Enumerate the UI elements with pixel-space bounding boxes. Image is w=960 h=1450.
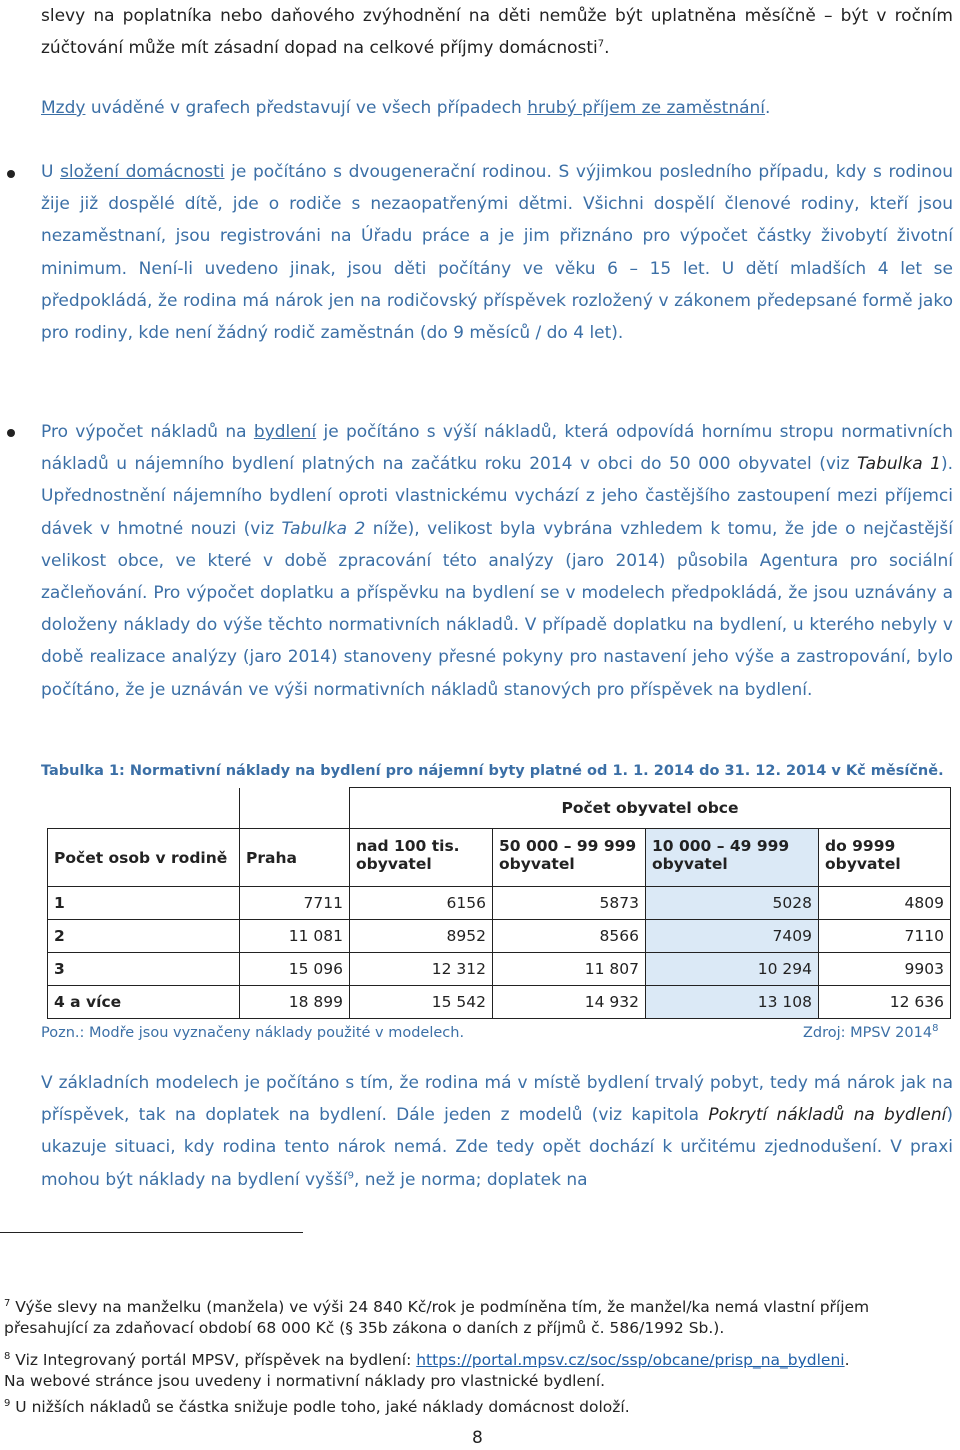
footnote-divider xyxy=(0,1232,303,1233)
row-header: Počet osob v rodině xyxy=(48,829,240,887)
group-header: Počet obyvatel obce xyxy=(350,788,951,829)
table-cell: 7711 xyxy=(240,887,350,920)
footnote-ref-7[interactable]: 7 xyxy=(597,38,605,50)
table-note: Pozn.: Modře jsou vyznačeny náklady použité v modelech. xyxy=(41,1025,465,1041)
paragraph-intro-text: slevy na poplatníka nebo daňového zvýhodnění na děti nemůže být uplatněna měsíčně – být v ročním zúčtování může mít zásadní dopad na celkové příjmy domácnosti xyxy=(41,6,953,59)
row-label: 1 xyxy=(48,887,240,920)
table-row xyxy=(48,953,951,986)
table-cell: 15 542 xyxy=(350,986,493,1019)
table-row xyxy=(48,920,951,953)
paragraph-intro-end: . xyxy=(604,38,610,59)
footnote-9 xyxy=(4,1397,952,1418)
table-header-row-1 xyxy=(48,788,951,829)
table-row xyxy=(48,887,951,920)
household-pre: U xyxy=(41,162,61,182)
mpsv-portal-link[interactable]: https://portal.mpsv.cz/soc/ssp/obcane/prisp_na_bydleni xyxy=(416,1351,845,1369)
column-header: Praha xyxy=(240,829,350,887)
table-cell: 13 108 xyxy=(646,986,819,1019)
table-cell: 5028 xyxy=(646,887,819,920)
bullet-icon xyxy=(7,429,15,437)
paragraph-models xyxy=(41,1067,953,1196)
wages-text: uváděné v grafech představují ve všech případech xyxy=(85,98,528,118)
footnote-ref-9[interactable]: 9 xyxy=(347,1169,354,1181)
table-cell: 11 807 xyxy=(493,953,646,986)
row-label: 4 a více xyxy=(48,986,240,1019)
table-cell: 10 294 xyxy=(646,953,819,986)
footnote-text: Viz Integrovaný portál MPSV, příspěvek na bydlení: xyxy=(10,1351,417,1369)
household-link[interactable]: složení domácnosti xyxy=(60,162,225,182)
table-cell: 12 636 xyxy=(819,986,951,1019)
bullet-household xyxy=(41,156,953,349)
wages-link[interactable]: Mzdy xyxy=(41,98,86,118)
row-label: 2 xyxy=(48,920,240,953)
bullet-housing xyxy=(41,416,953,706)
gross-income-link[interactable]: hrubý příjem ze zaměstnání xyxy=(527,98,766,118)
table-cell: 4809 xyxy=(819,887,951,920)
column-header: 50 000 – 99 999 obyvatel xyxy=(493,829,646,887)
table-cell: 6156 xyxy=(350,887,493,920)
table-empty-cell xyxy=(240,788,350,829)
footnote-text: Na webové stránce jsou uvedeny i normativní náklady pro vlastnické bydlení. xyxy=(4,1372,606,1390)
table-empty-cell xyxy=(48,788,240,829)
table-source-text: Zdroj: MPSV 2014 xyxy=(803,1025,933,1041)
housing-text-3: níže), velikost byla vybrána vzhledem k tomu, že jde o nejčastější velikost obce, ve které v době zpracování této analýzy (jaro 2014) působila Agentura pro sociální začleňování. Pro výpočet doplatku a příspěvku na bydlení se v modelech předpokládá, že jsou uznávány a doloženy náklady do výše těchto normativních nákladů. V případě doplatku na bydlení, u kterého nebyly v době realizace analýzy (jaro 2014) stanoveny přesné pokyny pro nastavení jeho výše a zastropování, bylo počítáno, že je uznáván ve výši normativních nákladů stanových pro příspěvek na bydlení. xyxy=(41,518,953,700)
footnote-ref-8[interactable]: 8 xyxy=(932,1023,939,1035)
column-header: nad 100 tis. obyvatel xyxy=(350,829,493,887)
bullet-icon xyxy=(7,170,15,178)
footnote-text: U nižších nákladů se částka snižuje podle toho, jaké náklady domácnost doloží. xyxy=(10,1398,630,1416)
row-label: 3 xyxy=(48,953,240,986)
chapter-reference[interactable]: Pokrytí nákladů na bydlení xyxy=(708,1105,947,1126)
housing-text-1: je počítáno s výší nákladů, která odpovídá hornímu stropu normativních nákladů u nájemního bydlení platných na začátku roku 2014 v obci do 50 000 obyvatel (viz xyxy=(41,422,953,475)
housing-text-2: ). Upřednostnění nájemního bydlení oproti vlastnickému vychází z jeho častějšího zastoupení mezi příjemci dávek v hmotné nouzi (viz xyxy=(41,454,953,539)
household-text: je počítáno s dvougenerační rodinou. S výjimkou posledního případu, kdy s rodinou žije již dospělé dítě, jde o rodiče s nezaopatřenými dětmi. Všichni dospělí členové rodiny, kteří jsou nezaměstnaní, jsou registrováni na Úřadu práce a je jim přiznáno pro výpočet částky živobytí životní minimum. Není-li uvedeno jinak, jsou děti počítány ve věku 6 – 15 let. U dětí mladších 4 let se předpokládá, že rodina má nárok jen na rodičovský příspěvek rozložený v zákonem předepsané formě jako pro rodiny, kde není žádný rodič zaměstnán (do 9 měsíců / do 4 let). xyxy=(41,162,954,344)
paragraph-intro xyxy=(41,0,953,64)
table-cell: 8566 xyxy=(493,920,646,953)
table-source xyxy=(803,1025,938,1041)
footnote-8 xyxy=(4,1350,952,1392)
table-cell: 18 899 xyxy=(240,986,350,1019)
table-cell: 12 312 xyxy=(350,953,493,986)
table-cell: 14 932 xyxy=(493,986,646,1019)
footnote-7 xyxy=(4,1297,952,1339)
wages-end: . xyxy=(765,98,771,118)
housing-pre: Pro výpočet nákladů na xyxy=(41,422,254,442)
column-header: do 9999 obyvatel xyxy=(819,829,951,887)
footnote-number: 7 xyxy=(4,1297,11,1309)
table-cell: 5873 xyxy=(493,887,646,920)
table-cell: 15 096 xyxy=(240,953,350,986)
table-header-row-2 xyxy=(48,829,951,887)
models-text-3: , než je norma; doplatek na xyxy=(353,1169,588,1190)
table-cell: 7110 xyxy=(819,920,951,953)
table-cell: 8952 xyxy=(350,920,493,953)
models-text-1: V základních modelech je počítáno s tím, že rodina má v místě bydlení trvalý pobyt, tedy má nárok jak na příspěvek, tak na doplatek na bydlení. Dále jeden z modelů (viz kapitola xyxy=(41,1073,953,1126)
table-cell: 11 081 xyxy=(240,920,350,953)
table-cell: 9903 xyxy=(819,953,951,986)
footnote-number: 9 xyxy=(4,1397,11,1409)
footnote-text: . xyxy=(844,1351,850,1369)
table-1-reference[interactable]: Tabulka 1 xyxy=(857,454,941,475)
models-text-2: ) ukazuje situaci, kdy rodina tento nárok nemá. Zde tedy opět dochází k určitému zjednodušení. V praxi mohou být náklady na bydlení vyšší xyxy=(41,1105,953,1190)
housing-costs-table xyxy=(47,787,951,1019)
paragraph-wages xyxy=(41,92,953,124)
footnote-number: 8 xyxy=(4,1350,11,1362)
table-2-reference[interactable]: Tabulka 2 xyxy=(281,518,366,539)
footnote-text: Výše slevy na manželku (manžela) ve výši 24 840 Kč/rok je podmíněna tím, že manžel/ka nemá vlastní příjem přesahující za zdaňovací období 68 000 Kč (§ 35b zákona o daních z příjmů č. 586/1992 Sb.). xyxy=(4,1298,870,1337)
table-caption: Tabulka 1: Normativní náklady na bydlení pro nájemní byty platné od 1. 1. 2014 do 31. 12. 2014 v Kč měsíčně. xyxy=(41,763,944,779)
table-cell: 7409 xyxy=(646,920,819,953)
column-header: 10 000 – 49 999 obyvatel xyxy=(646,829,819,887)
housing-link[interactable]: bydlení xyxy=(253,422,317,442)
table-row xyxy=(48,986,951,1019)
page-number: 8 xyxy=(472,1428,483,1448)
